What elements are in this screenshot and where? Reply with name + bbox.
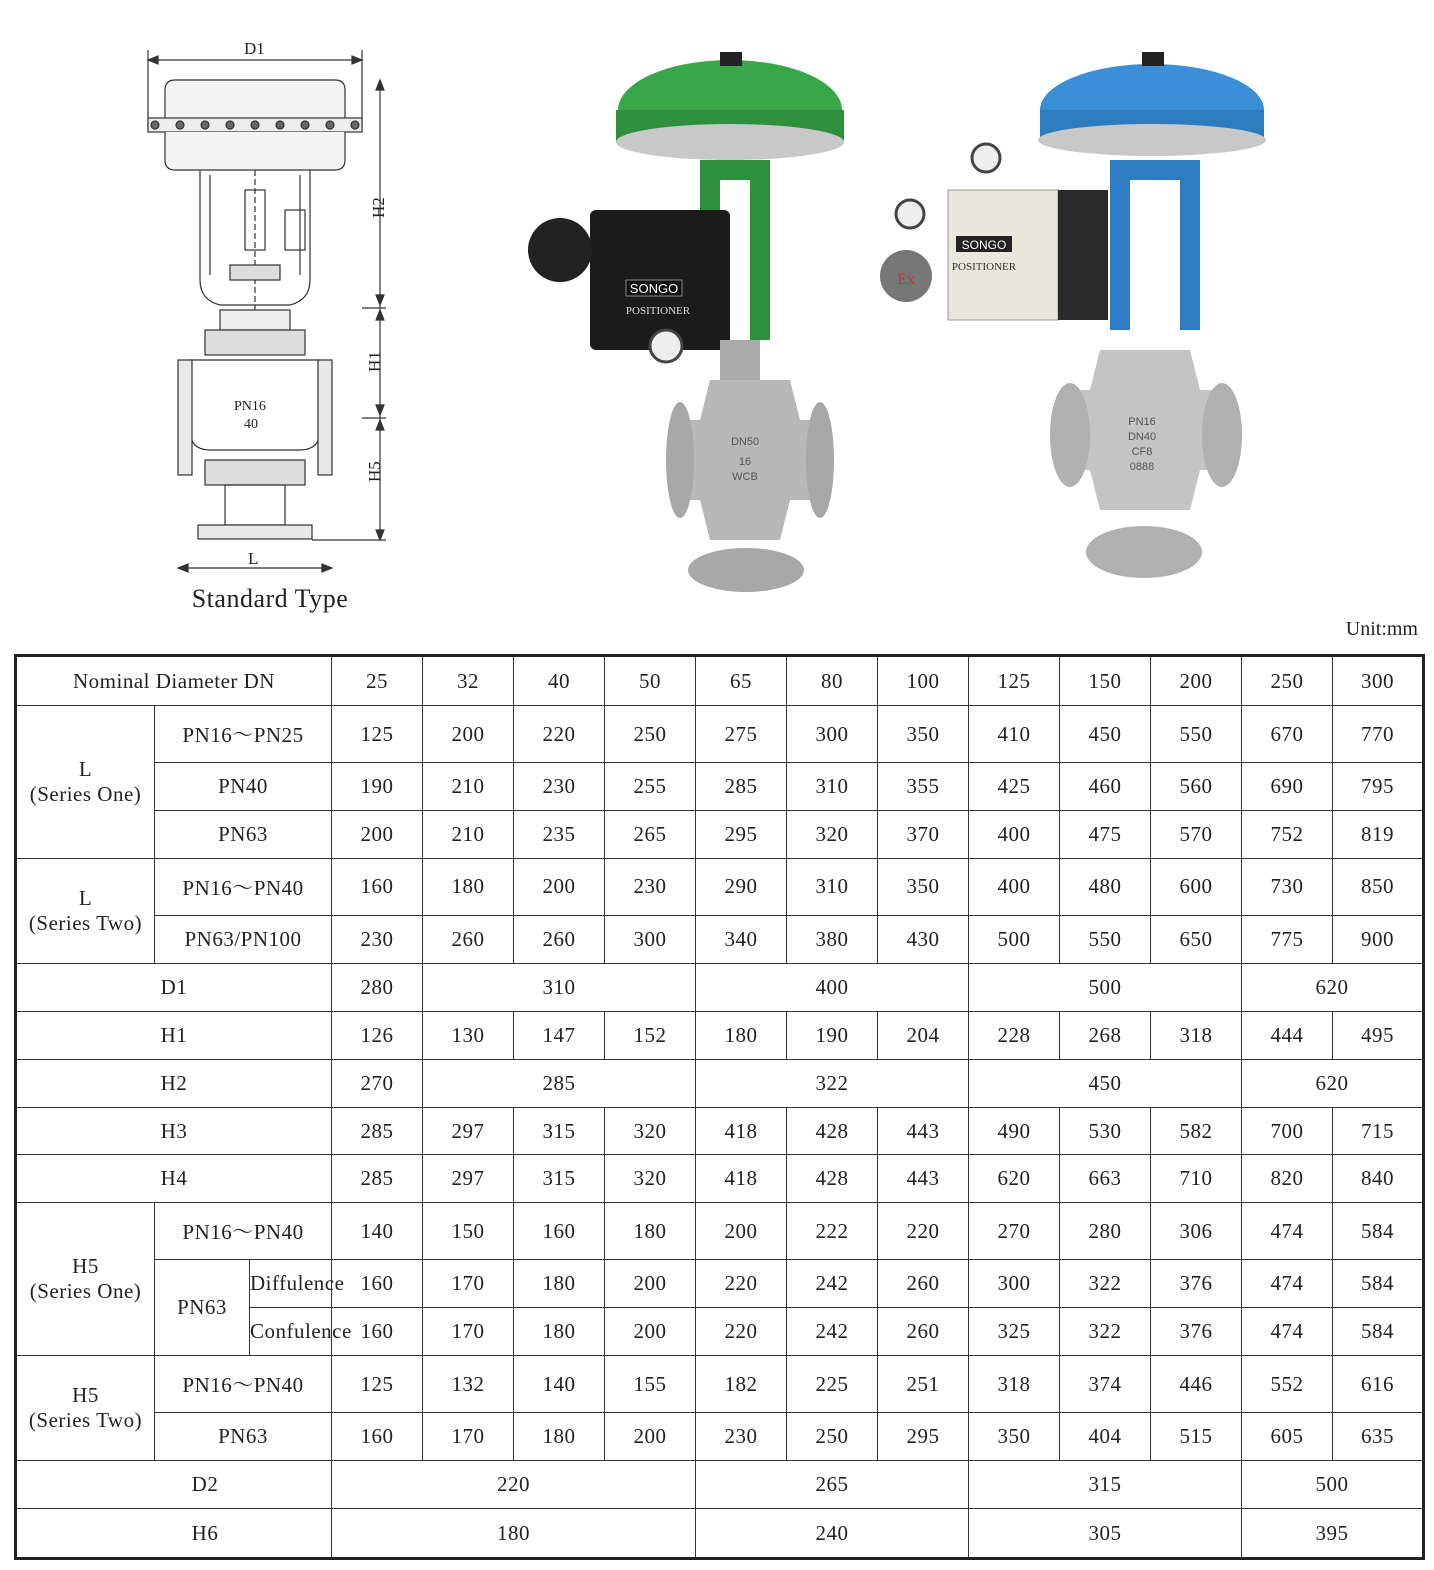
value-cell: 663	[1060, 1155, 1151, 1203]
value-cell: 635	[1333, 1413, 1424, 1461]
blue-body-text-3: CF8	[1131, 446, 1153, 458]
value-cell: 400	[969, 811, 1060, 859]
value-cell: 315	[514, 1107, 605, 1155]
value-cell: 242	[787, 1260, 878, 1308]
h2-label: H2	[16, 1059, 332, 1107]
row-h5-series-two-pn63	[16, 1413, 1424, 1461]
blue-actuator-valve-image	[880, 40, 1280, 600]
value-cell: 255	[605, 763, 696, 811]
value-cell: 474	[1242, 1260, 1333, 1308]
value-cell: 290	[696, 858, 787, 915]
pressure-label: PN63	[155, 1260, 250, 1356]
value-cell: 322	[696, 1059, 969, 1107]
value-cell: 180	[696, 1011, 787, 1059]
value-cell: 306	[1151, 1203, 1242, 1260]
value-cell: 450	[1060, 706, 1151, 763]
value-cell: 305	[969, 1509, 1242, 1559]
value-cell: 840	[1333, 1155, 1424, 1203]
value-cell: 395	[1242, 1509, 1424, 1559]
dn-cell: 25	[332, 656, 423, 706]
value-cell: 474	[1242, 1203, 1333, 1260]
value-cell: 295	[696, 811, 787, 859]
value-cell: 126	[332, 1011, 423, 1059]
value-cell: 310	[787, 858, 878, 915]
value-cell: 500	[969, 963, 1242, 1011]
value-cell: 250	[787, 1413, 878, 1461]
h5-series-two-label: H5 (Series Two)	[16, 1356, 155, 1461]
product-header	[0, 0, 1434, 650]
l-series-two-label: L (Series Two)	[16, 858, 155, 963]
value-cell: 170	[423, 1308, 514, 1356]
value-cell: 160	[332, 1413, 423, 1461]
value-cell: 428	[787, 1107, 878, 1155]
row-h6	[16, 1509, 1424, 1559]
value-cell: 430	[878, 916, 969, 964]
value-cell: 295	[878, 1413, 969, 1461]
value-cell: 650	[1151, 916, 1242, 964]
value-cell: 584	[1333, 1308, 1424, 1356]
value-cell: 285	[332, 1107, 423, 1155]
value-cell: 320	[605, 1107, 696, 1155]
dn-cell: 32	[423, 656, 514, 706]
value-cell: 350	[878, 858, 969, 915]
row-l-series-one-pn40	[16, 763, 1424, 811]
value-cell: 443	[878, 1155, 969, 1203]
value-cell: 200	[514, 858, 605, 915]
value-cell: 230	[332, 916, 423, 964]
value-cell: 770	[1333, 706, 1424, 763]
dn-cell: 40	[514, 656, 605, 706]
value-cell: 150	[423, 1203, 514, 1260]
value-cell: 400	[969, 858, 1060, 915]
value-cell: 285	[696, 763, 787, 811]
pressure-label: PN63	[155, 811, 332, 859]
value-cell: 140	[332, 1203, 423, 1260]
value-cell: 340	[696, 916, 787, 964]
header-label: Nominal Diameter DN	[16, 656, 332, 706]
value-cell: 152	[605, 1011, 696, 1059]
dn-cell: 125	[969, 656, 1060, 706]
value-cell: 752	[1242, 811, 1333, 859]
body-mark-dn: 40	[244, 417, 258, 432]
pressure-label: PN63/PN100	[155, 916, 332, 964]
flow-type-label: Diffulence	[250, 1260, 332, 1308]
dn-cell: 150	[1060, 656, 1151, 706]
value-cell: 160	[514, 1203, 605, 1260]
value-cell: 315	[969, 1461, 1242, 1509]
green-positioner-label: POSITIONER	[625, 305, 691, 317]
value-cell: 320	[787, 811, 878, 859]
l-series-one-label: L (Series One)	[16, 706, 155, 859]
value-cell: 200	[696, 1203, 787, 1260]
value-cell: 155	[605, 1356, 696, 1413]
value-cell: 775	[1242, 916, 1333, 964]
value-cell: 370	[878, 811, 969, 859]
row-nominal-diameter	[16, 656, 1424, 706]
row-l-series-two-pn16	[16, 858, 1424, 915]
value-cell: 297	[423, 1107, 514, 1155]
value-cell: 280	[332, 963, 423, 1011]
pressure-label: PN40	[155, 763, 332, 811]
value-cell: 265	[696, 1461, 969, 1509]
value-cell: 180	[514, 1413, 605, 1461]
value-cell: 404	[1060, 1413, 1151, 1461]
row-h5-series-one-diffulence	[16, 1260, 1424, 1308]
value-cell: 260	[878, 1308, 969, 1356]
value-cell: 180	[514, 1260, 605, 1308]
value-cell: 318	[969, 1356, 1060, 1413]
value-cell: 270	[969, 1203, 1060, 1260]
h6-label: H6	[16, 1509, 332, 1559]
value-cell: 318	[1151, 1011, 1242, 1059]
value-cell: 850	[1333, 858, 1424, 915]
row-d1	[16, 963, 1424, 1011]
value-cell: 170	[423, 1260, 514, 1308]
blue-ex-mark: Ex	[897, 271, 915, 288]
value-cell: 132	[423, 1356, 514, 1413]
value-cell: 380	[787, 916, 878, 964]
dn-cell: 65	[696, 656, 787, 706]
value-cell: 570	[1151, 811, 1242, 859]
value-cell: 300	[969, 1260, 1060, 1308]
value-cell: 220	[514, 706, 605, 763]
value-cell: 230	[696, 1413, 787, 1461]
value-cell: 355	[878, 763, 969, 811]
value-cell: 265	[605, 811, 696, 859]
value-cell: 515	[1151, 1413, 1242, 1461]
value-cell: 125	[332, 706, 423, 763]
value-cell: 190	[787, 1011, 878, 1059]
value-cell: 474	[1242, 1308, 1333, 1356]
value-cell: 160	[332, 1260, 423, 1308]
d2-label: D2	[16, 1461, 332, 1509]
pressure-label: PN16～PN40	[155, 1356, 332, 1413]
dim-label-h2: H2	[369, 197, 388, 218]
value-cell: 240	[696, 1509, 969, 1559]
value-cell: 550	[1151, 706, 1242, 763]
value-cell: 322	[1060, 1260, 1151, 1308]
dn-cell: 80	[787, 656, 878, 706]
value-cell: 300	[787, 706, 878, 763]
value-cell: 400	[696, 963, 969, 1011]
value-cell: 418	[696, 1107, 787, 1155]
value-cell: 210	[423, 763, 514, 811]
row-h4	[16, 1155, 1424, 1203]
value-cell: 374	[1060, 1356, 1151, 1413]
row-l-series-two-pn63	[16, 916, 1424, 964]
value-cell: 418	[696, 1155, 787, 1203]
value-cell: 584	[1333, 1260, 1424, 1308]
row-h2	[16, 1059, 1424, 1107]
unit-label: Unit:mm	[1345, 618, 1418, 640]
value-cell: 460	[1060, 763, 1151, 811]
value-cell: 428	[787, 1155, 878, 1203]
value-cell: 260	[423, 916, 514, 964]
value-cell: 605	[1242, 1413, 1333, 1461]
value-cell: 140	[514, 1356, 605, 1413]
value-cell: 180	[423, 858, 514, 915]
value-cell: 620	[1242, 1059, 1424, 1107]
value-cell: 322	[1060, 1308, 1151, 1356]
pressure-label: PN63	[155, 1413, 332, 1461]
value-cell: 495	[1333, 1011, 1424, 1059]
dim-label-h1: H1	[365, 351, 384, 372]
value-cell: 530	[1060, 1107, 1151, 1155]
dn-cell: 100	[878, 656, 969, 706]
value-cell: 235	[514, 811, 605, 859]
value-cell: 500	[1242, 1461, 1424, 1509]
dn-cell: 200	[1151, 656, 1242, 706]
row-h3	[16, 1107, 1424, 1155]
blue-body-text-1: PN16	[1128, 416, 1156, 428]
dim-label-d1: D1	[244, 39, 265, 58]
value-cell: 480	[1060, 858, 1151, 915]
value-cell: 268	[1060, 1011, 1151, 1059]
value-cell: 315	[514, 1155, 605, 1203]
value-cell: 475	[1060, 811, 1151, 859]
value-cell: 320	[605, 1155, 696, 1203]
green-brand: SONGO	[629, 281, 679, 296]
value-cell: 260	[514, 916, 605, 964]
value-cell: 616	[1333, 1356, 1424, 1413]
value-cell: 275	[696, 706, 787, 763]
value-cell: 220	[696, 1260, 787, 1308]
value-cell: 444	[1242, 1011, 1333, 1059]
flow-type-label: Confulence	[250, 1308, 332, 1356]
value-cell: 270	[332, 1059, 423, 1107]
value-cell: 160	[332, 858, 423, 915]
value-cell: 200	[332, 811, 423, 859]
value-cell: 584	[1333, 1203, 1424, 1260]
dim-label-h5: H5	[365, 461, 384, 482]
pressure-label: PN16～PN25	[155, 706, 332, 763]
value-cell: 560	[1151, 763, 1242, 811]
value-cell: 310	[787, 763, 878, 811]
d1-label: D1	[16, 963, 332, 1011]
value-cell: 552	[1242, 1356, 1333, 1413]
row-d2	[16, 1461, 1424, 1509]
value-cell: 160	[332, 1308, 423, 1356]
valve-dimension-drawing	[130, 30, 410, 590]
value-cell: 230	[605, 858, 696, 915]
pressure-label: PN16～PN40	[155, 1203, 332, 1260]
value-cell: 819	[1333, 811, 1424, 859]
value-cell: 180	[332, 1509, 696, 1559]
value-cell: 220	[878, 1203, 969, 1260]
value-cell: 242	[787, 1308, 878, 1356]
green-body-text-1: DN50	[730, 436, 760, 448]
value-cell: 125	[332, 1356, 423, 1413]
value-cell: 200	[423, 706, 514, 763]
value-cell: 730	[1242, 858, 1333, 915]
h4-label: H4	[16, 1155, 332, 1203]
value-cell: 446	[1151, 1356, 1242, 1413]
green-actuator-valve-image	[520, 40, 860, 600]
blue-body-text-2: DN40	[1127, 431, 1157, 443]
value-cell: 620	[1242, 963, 1424, 1011]
value-cell: 820	[1242, 1155, 1333, 1203]
value-cell: 280	[1060, 1203, 1151, 1260]
value-cell: 715	[1333, 1107, 1424, 1155]
value-cell: 222	[787, 1203, 878, 1260]
value-cell: 443	[878, 1107, 969, 1155]
value-cell: 600	[1151, 858, 1242, 915]
value-cell: 147	[514, 1011, 605, 1059]
value-cell: 490	[969, 1107, 1060, 1155]
value-cell: 130	[423, 1011, 514, 1059]
row-l-series-one-pn16	[16, 706, 1424, 763]
value-cell: 700	[1242, 1107, 1333, 1155]
green-body-text-3: WCB	[732, 471, 758, 483]
value-cell: 200	[605, 1260, 696, 1308]
value-cell: 200	[605, 1413, 696, 1461]
value-cell: 225	[787, 1356, 878, 1413]
value-cell: 220	[332, 1461, 696, 1509]
value-cell: 710	[1151, 1155, 1242, 1203]
dimension-table	[14, 654, 1425, 1560]
value-cell: 180	[514, 1308, 605, 1356]
value-cell: 350	[878, 706, 969, 763]
value-cell: 220	[696, 1308, 787, 1356]
dn-cell: 300	[1333, 656, 1424, 706]
value-cell: 170	[423, 1413, 514, 1461]
value-cell: 425	[969, 763, 1060, 811]
value-cell: 204	[878, 1011, 969, 1059]
green-body-text-2: 16	[738, 456, 752, 468]
dn-cell: 50	[605, 656, 696, 706]
value-cell: 285	[423, 1059, 696, 1107]
value-cell: 350	[969, 1413, 1060, 1461]
pressure-label: PN16～PN40	[155, 858, 332, 915]
value-cell: 210	[423, 811, 514, 859]
value-cell: 582	[1151, 1107, 1242, 1155]
h1-label: H1	[16, 1011, 332, 1059]
blue-positioner-label: POSITIONER	[951, 261, 1017, 273]
value-cell: 297	[423, 1155, 514, 1203]
value-cell: 250	[605, 706, 696, 763]
value-cell: 228	[969, 1011, 1060, 1059]
value-cell: 620	[969, 1155, 1060, 1203]
value-cell: 670	[1242, 706, 1333, 763]
h3-label: H3	[16, 1107, 332, 1155]
row-l-series-one-pn63	[16, 811, 1424, 859]
value-cell: 190	[332, 763, 423, 811]
dn-cell: 250	[1242, 656, 1333, 706]
value-cell: 690	[1242, 763, 1333, 811]
value-cell: 500	[969, 916, 1060, 964]
value-cell: 230	[514, 763, 605, 811]
value-cell: 260	[878, 1260, 969, 1308]
value-cell: 251	[878, 1356, 969, 1413]
value-cell: 285	[332, 1155, 423, 1203]
blue-body-text-4: 0888	[1129, 461, 1155, 473]
value-cell: 300	[605, 916, 696, 964]
drawing-caption: Standard Type	[191, 584, 349, 613]
value-cell: 310	[423, 963, 696, 1011]
value-cell: 180	[605, 1203, 696, 1260]
value-cell: 795	[1333, 763, 1424, 811]
value-cell: 325	[969, 1308, 1060, 1356]
row-h5-series-two-pn16	[16, 1356, 1424, 1413]
row-h1	[16, 1011, 1424, 1059]
row-h5-series-one-pn16	[16, 1203, 1424, 1260]
value-cell: 550	[1060, 916, 1151, 964]
value-cell: 200	[605, 1308, 696, 1356]
dim-label-l: L	[248, 549, 259, 568]
value-cell: 182	[696, 1356, 787, 1413]
value-cell: 900	[1333, 916, 1424, 964]
body-mark-pn: PN16	[234, 399, 266, 414]
blue-brand: SONGO	[961, 238, 1007, 252]
value-cell: 410	[969, 706, 1060, 763]
h5-series-one-label: H5 (Series One)	[16, 1203, 155, 1356]
value-cell: 450	[969, 1059, 1242, 1107]
value-cell: 376	[1151, 1260, 1242, 1308]
value-cell: 376	[1151, 1308, 1242, 1356]
